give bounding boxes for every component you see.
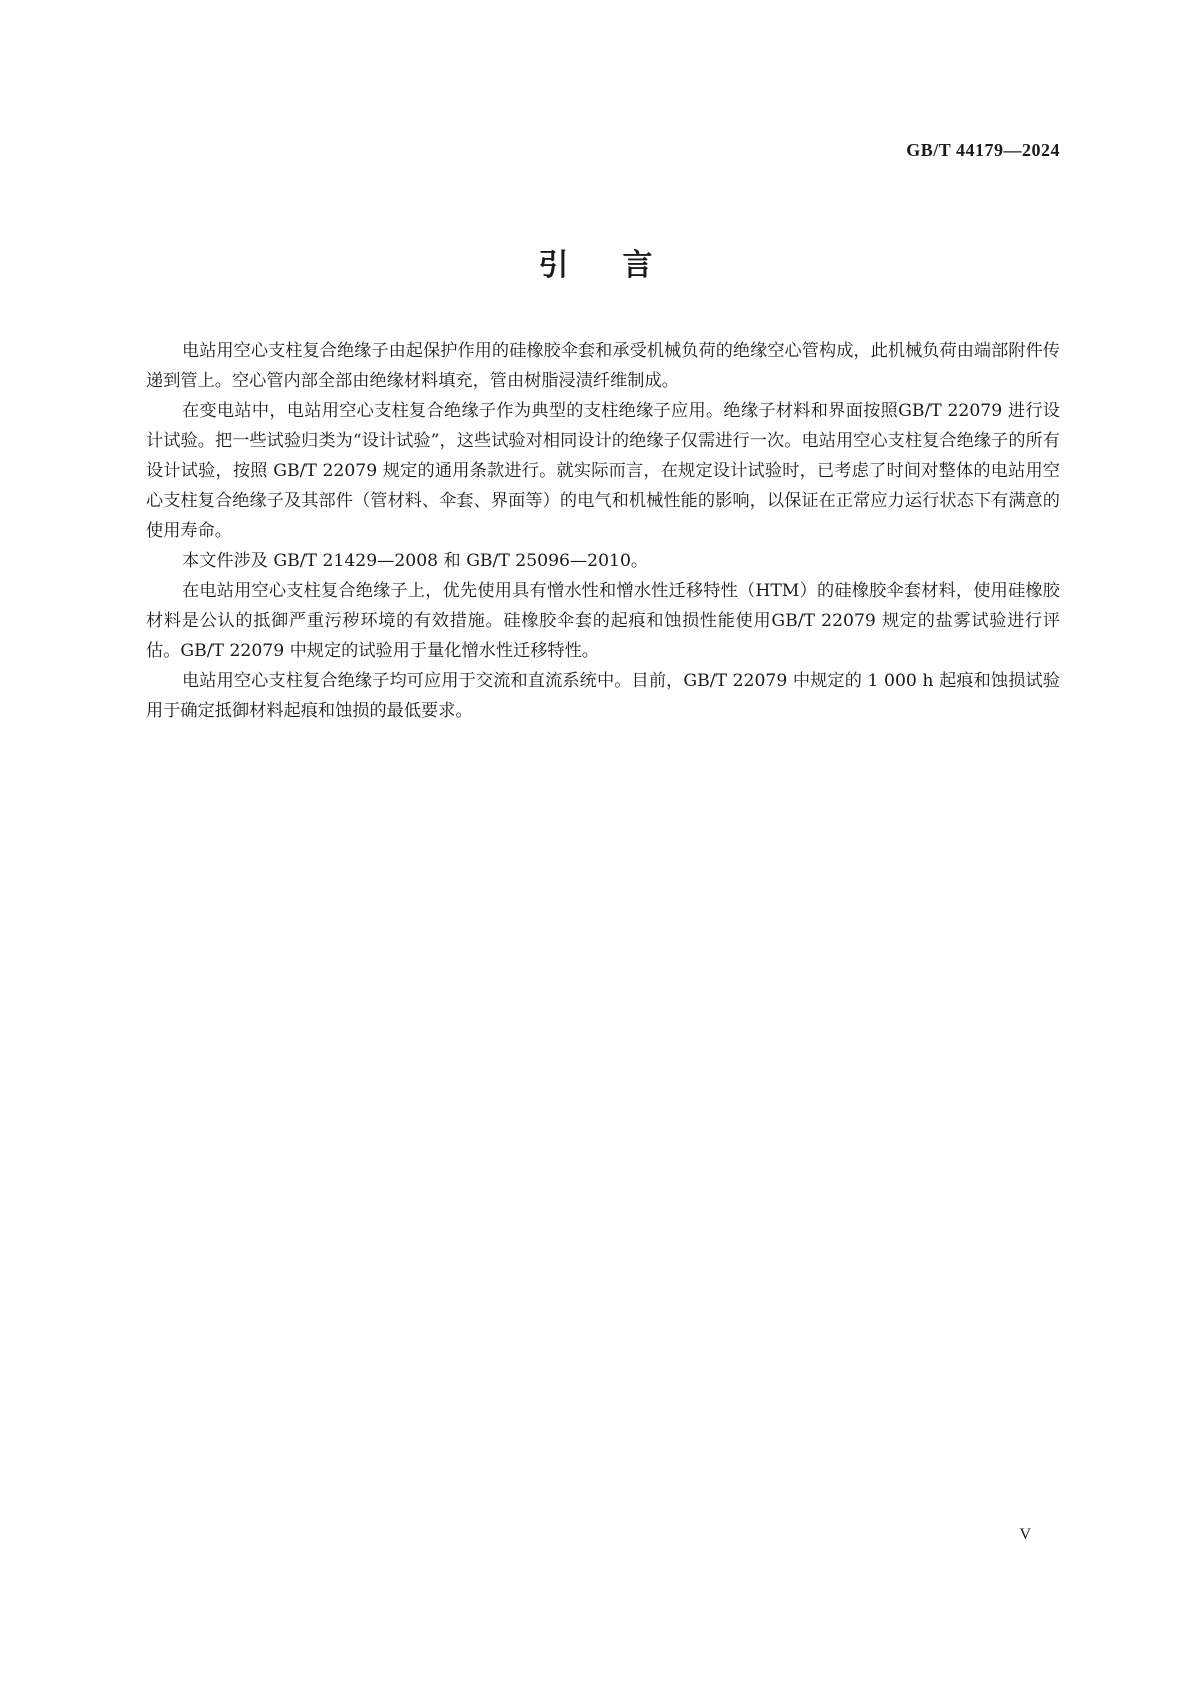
paragraph: 本文件涉及 GB/T 21429—2008 和 GB/T 25096—2010。 xyxy=(182,551,649,571)
paragraph: 电站用空心支柱复合绝缘子均可应用于交流和直流系统中。目前，GB/T 22079 中规定的 1 000 h 起痕和蚀损试验用于确定抵御材料起痕和蚀损的最低要求。 xyxy=(146,671,1060,721)
paragraph: 在变电站中，电站用空心支柱复合绝缘子作为典型的支柱绝缘子应用。绝缘子材料和界面按照GB/T 22079 进行设计试验。把一些试验归类为“设计试验”，这些试验对相同设计的绝缘子仅需进行一次。电站用空心支柱复合绝缘子的所有设计试验，按照 GB/T 22079 规定的通用条款进行。就实际而言，在规定设计试验时，已考虑了时间对整体的电站用空心支柱复合绝缘子及其部件（管材料、伞套、界面等）的电气和机械性能的影响，以保证在正常应力运行状态下有满意的使用寿命。 xyxy=(146,401,1060,541)
page-title: 引言 xyxy=(538,248,707,283)
paragraph: 电站用空心支柱复合绝缘子由起保护作用的硅橡胶伞套和承受机械负荷的绝缘空心管构成，此机械负荷由端部附件传递到管上。空心管内部全部由绝缘材料填充，管由树脂浸渍纤维制成。 xyxy=(146,341,1060,391)
document-body xyxy=(146,336,1060,726)
standard-code: GB/T 44179—2024 xyxy=(906,140,1060,160)
paragraph: 在电站用空心支柱复合绝缘子上，优先使用具有憎水性和憎水性迁移特性（HTM）的硅橡胶伞套材料，使用硅橡胶材料是公认的抵御严重污秽环境的有效措施。硅橡胶伞套的起痕和蚀损性能使用GB/T 22079 规定的盐雾试验进行评估。GB/T 22079 中规定的试验用于量化憎水性迁移特性。 xyxy=(146,581,1060,661)
page-number: V xyxy=(1019,1526,1031,1543)
